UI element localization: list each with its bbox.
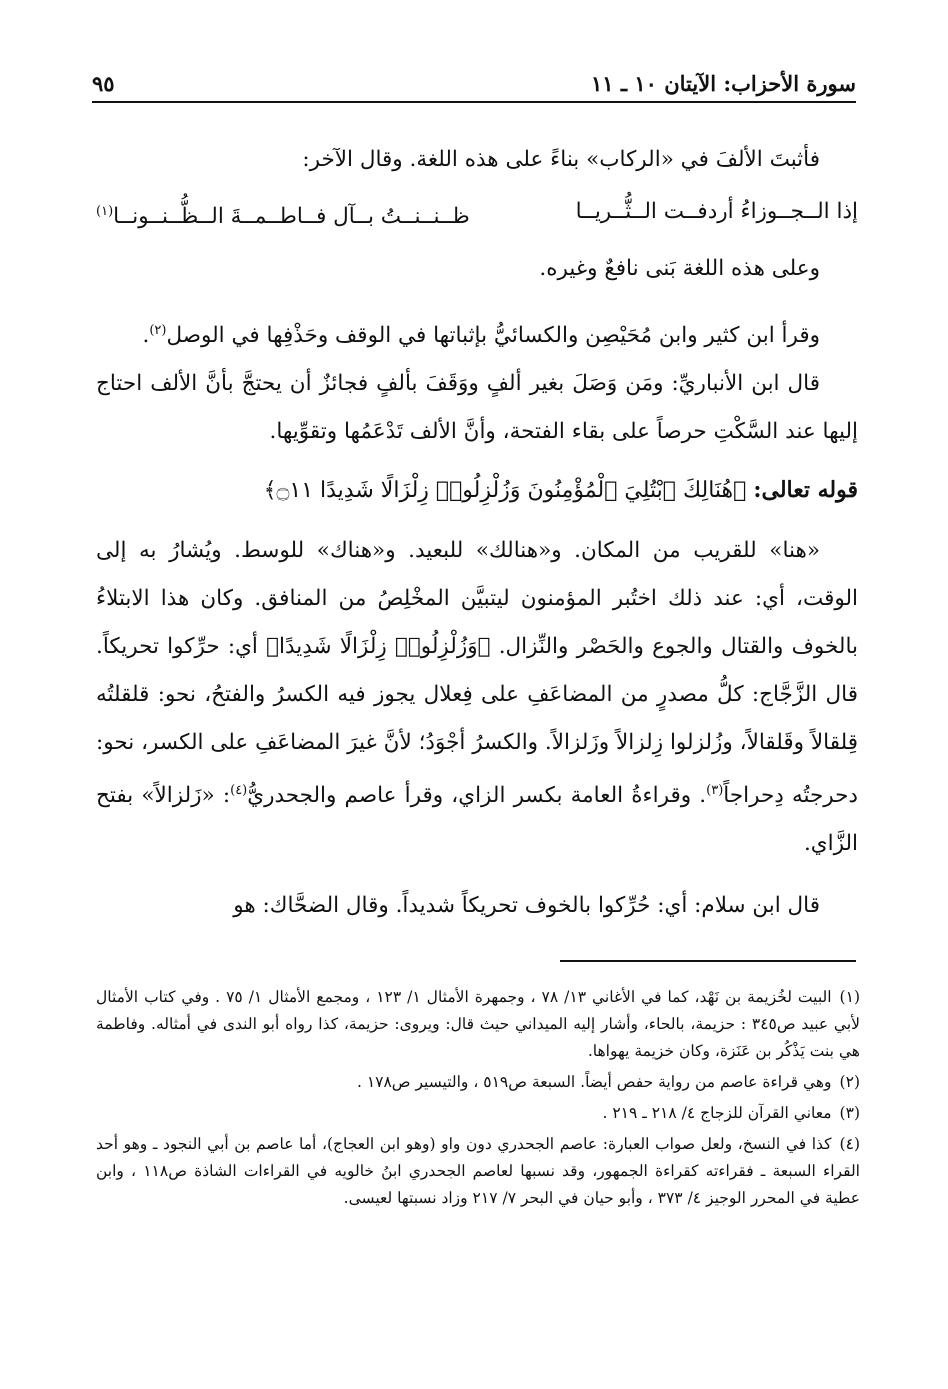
paragraph	[96, 307, 858, 360]
footnote-text: معاني القرآن للزجاج ٤/ ٢١٨ ـ ٢١٩ .	[602, 1104, 832, 1122]
footnote-ref[interactable]: (٣)	[706, 783, 724, 799]
verse-second-text: ظــنــنــتُ بــآل فــاطــمــةَ الــظُّــنــونــا	[113, 204, 470, 230]
running-header	[92, 66, 856, 100]
paragraph-text: وقرأ ابن كثير وابن مُحَيْصِن والكسائيُّ بإثباتها في الوقف وحَذْفِها في الوصل	[166, 323, 820, 349]
footnote-text: وهي قراءة عاصم من رواية حفص أيضاً. السبعة ص٥١٩ ، والتيسير ص١٧٨ .	[356, 1073, 832, 1091]
paragraph-text: . وقراءةُ العامة بكسر الزاي، وقرأ عاصم والجحدريُّ	[247, 783, 707, 809]
footnote-number: (٤)	[839, 1135, 860, 1153]
footnote-number: (٢)	[839, 1073, 860, 1091]
header-title: سورة الأحزاب: الآيتان ١٠ ـ ١١	[591, 70, 856, 96]
paragraph: قال ابن سلام: أي: حُرِّكوا بالخوف تحريكاً شديداً. وقال الضحَّاك: هو	[233, 893, 820, 919]
footnote	[96, 984, 860, 1065]
poetry-verse	[96, 184, 858, 245]
main-text	[96, 136, 858, 930]
heading-lead: قوله تعالى:	[753, 477, 858, 504]
footnote-ref[interactable]: (٤)	[230, 783, 248, 799]
footnote-rule	[560, 960, 856, 962]
footnote-number: (٣)	[839, 1104, 860, 1122]
quran-verse: ﴿هُنَالِكَ ٱبْتُلِيَ ٱلْمُؤْمِنُونَ وَزُلْزِلُوا۟ زِلْزَالًا شَدِيدًا ۝١١﴾	[263, 478, 747, 504]
footnotes	[96, 984, 860, 1216]
header-rule	[92, 101, 856, 103]
footnote	[96, 1131, 860, 1212]
footnote-text: البيت لخُزيمة بن نَهْد، كما في الأغاني ١٣/ ٧٨ ، وجمهرة الأمثال ١/ ١٢٣ ، ومجمع الأمثال ١/ ٧٥ . وفي كتاب الأمثال لأبي عبيد ص٣٤٥ : حزيمة، بالحاء، وأشار إليه الميداني حيث قال: ويروى: حزيمة، كذا رواه أبو الندى في أمثاله. وفاطمة هي بنت يَذْكُر بن عَنَزة، وكان خزيمة يهواها.	[96, 988, 860, 1060]
footnote-ref[interactable]: (٢)	[149, 323, 167, 339]
paragraph-end: .	[142, 323, 150, 349]
paragraph-text: : «زَلزالاً» بفتح الزَّاي.	[96, 783, 858, 857]
footnote-text: كذا في النسخ، ولعل صواب العبارة: عاصم الجحدري دون واو (وهو ابن العجاج)، أما عاصم بن أبي النجود ـ وهو أحد القراء السبعة ـ فقراءته كقراءة الجمهور، وقد نسبها لعاصم الجحدري ابنُ خالويه في القراءات الشاذة ص١١٨ ، وابن عطية في المحرر الوجيز ٤/ ٣٧٣ ، وأبو حيان في البحر ٧/ ٢١٧ وزاد نسبتها لعيسى.	[96, 1135, 860, 1207]
verse-second-hemistich	[96, 184, 470, 245]
footnote-number: (١)	[839, 988, 860, 1006]
verse-first-hemistich: إذا الــجــوزاءُ أردفــت الــثُّــريــا	[575, 199, 858, 224]
footnote-ref[interactable]: (١)	[96, 204, 114, 219]
footnote	[96, 1100, 860, 1127]
paragraph: قال ابن الأنباريِّ: ومَن وَصَلَ بغير ألفٍ ووَقَفَ بألفٍ فجائزٌ أن يحتجَّ بأنَّ الألف احتاج إليها عند السَّكْتِ حرصاً على بقاء الفتحة، وأنَّ الألف تَدْعَمُها وتقوِّيها.	[96, 371, 858, 445]
paragraph	[96, 527, 858, 868]
verse-heading	[96, 460, 858, 521]
footnote	[96, 1069, 860, 1096]
paragraph: وعلى هذه اللغة بَنى نافعٌ وغيره.	[539, 256, 820, 282]
paragraph: فأثبتَ الألفَ في «الركاب» بناءً على هذه اللغة. وقال الآخر:	[302, 147, 820, 172]
paragraph-text: «هنا» للقريب من المكان. و«هنالك» للبعيد. و«هناك» للوسط. ويُشارُ به إلى الوقت، أي: عند ذلك اختُبر المؤمنون ليتبيَّن المخْلِصُ من المنافق. وكان هذا الابتلاءُ بالخوف والقتال والجوع والحَصْر والنِّزال. ﴿وَزُلْزِلُوا۟ زِلْزَالًا شَدِيدًا﴾ أي: حرِّكوا تحريكاً. قال الزَّجَّاج: كلُّ مصدرٍ من المضاعَفِ على فِعلال يجوز فيه الكسرُ والفتحُ، نحو: قلقلتُه قِلقالاً وقَلقالاً، وزُلزلوا زِلزالاً وزَلزالاً. والكسرُ أجْوَدُ؛ لأنَّ غيرَ المضاعَفِ على الكسر، نحو: دحرجتُه دِحراجاً	[96, 538, 858, 809]
page-number: ٩٥	[92, 70, 115, 96]
